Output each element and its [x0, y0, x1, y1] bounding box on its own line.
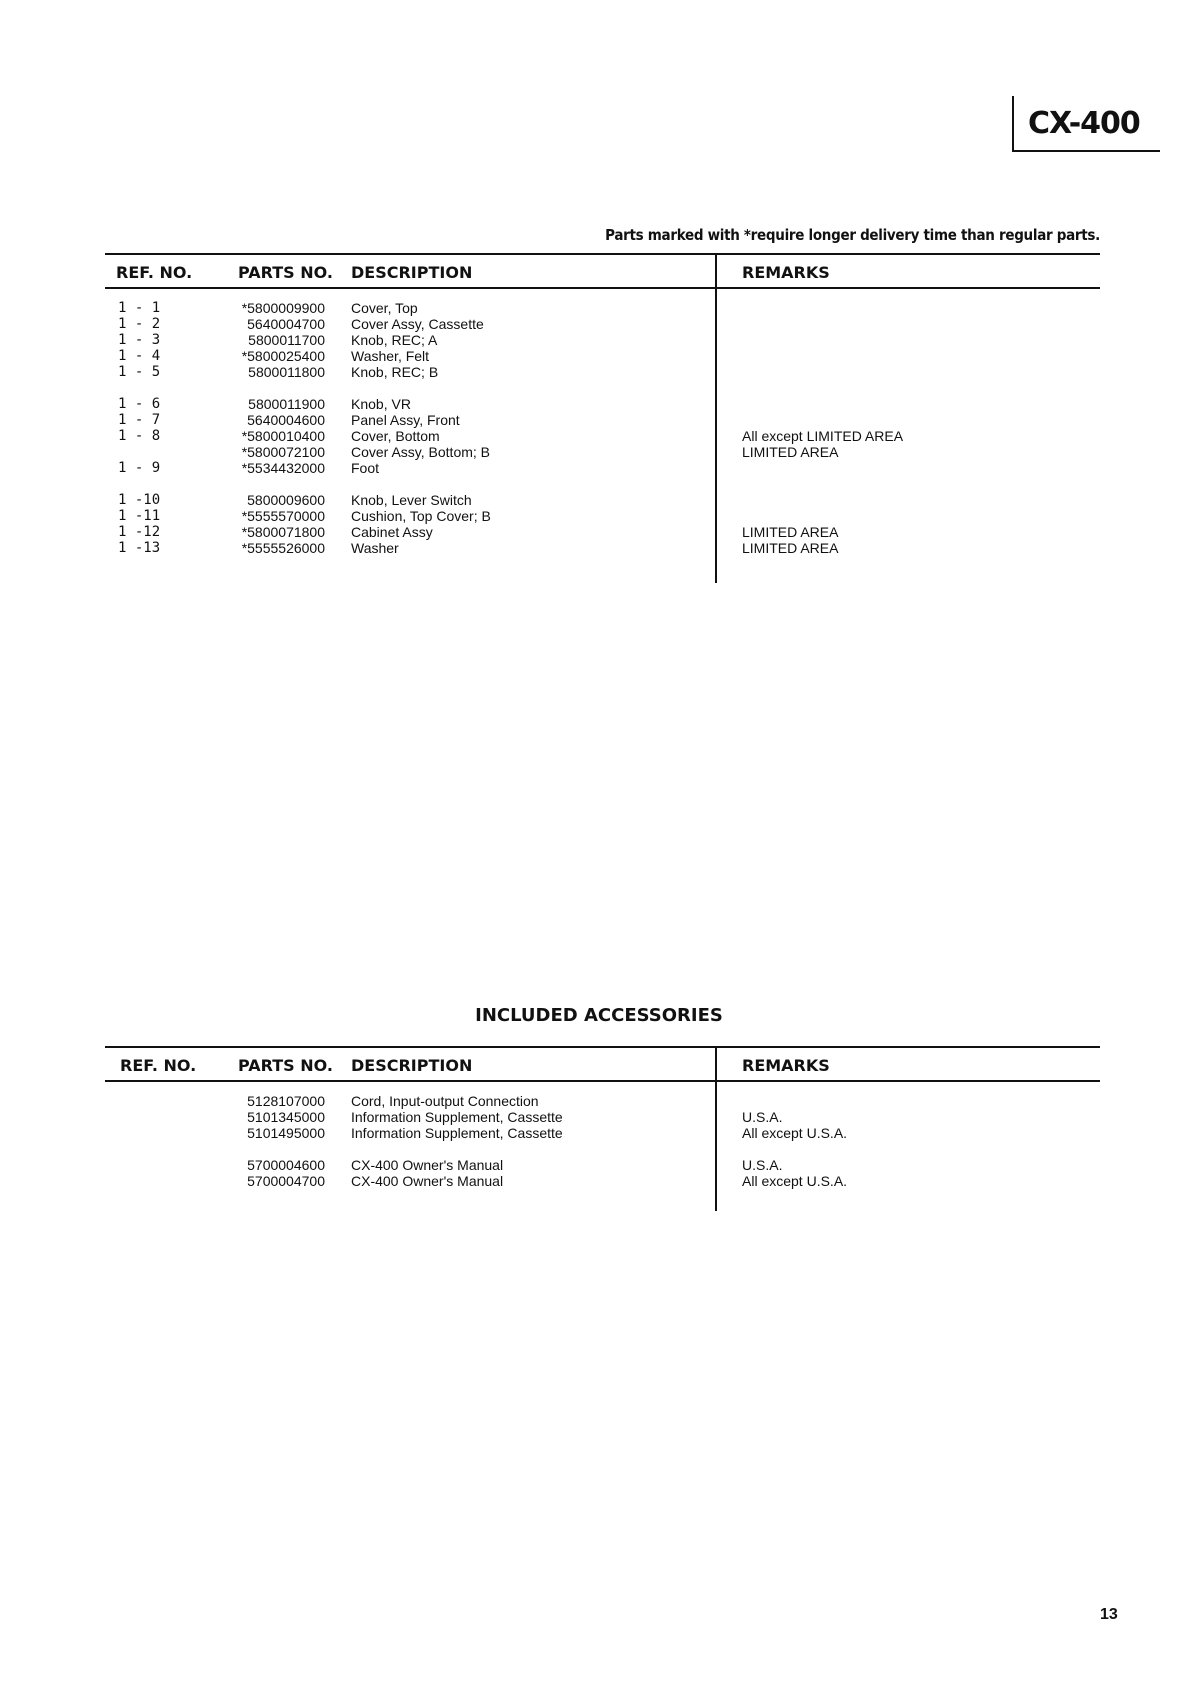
col-header-description: DESCRIPTION: [351, 263, 473, 282]
table-row: [105, 444, 1100, 460]
remarks-cell: LIMITED AREA: [742, 444, 839, 460]
accessories-table: [105, 1046, 1100, 1211]
table-row: [105, 508, 1100, 524]
part-number-cell: 5101345000: [247, 1109, 325, 1125]
remarks-cell: U.S.A.: [742, 1109, 783, 1125]
part-number-cell: 5101495000: [247, 1125, 325, 1141]
table-row: [105, 348, 1100, 364]
part-number-cell: 5800011700: [248, 332, 325, 348]
ref-cell: 1 - 7: [118, 412, 161, 428]
model-name: CX-400: [1028, 106, 1140, 141]
table-row: [105, 540, 1100, 556]
col-header-parts: PARTS NO.: [238, 263, 333, 282]
table-row: [105, 412, 1100, 428]
description-cell: Washer, Felt: [351, 348, 430, 364]
col-header-ref: REF. NO.: [120, 1056, 197, 1075]
part-number-cell: 5800009600: [247, 492, 325, 508]
col-header-description: DESCRIPTION: [351, 1056, 473, 1075]
part-number-cell: *5555570000: [241, 508, 325, 524]
part-number-cell: *5800009900: [241, 300, 325, 316]
accessories-title: INCLUDED ACCESSORIES: [475, 1005, 723, 1026]
table-row: [105, 460, 1100, 476]
table-row: [105, 428, 1100, 444]
description-cell: Knob, REC; A: [351, 332, 438, 348]
description-cell: Panel Assy, Front: [351, 412, 460, 428]
remarks-cell: LIMITED AREA: [742, 524, 839, 540]
part-number-cell: 5128107000: [247, 1093, 325, 1109]
description-cell: Cabinet Assy: [351, 524, 433, 540]
col-header-ref: REF. NO.: [116, 263, 193, 282]
ref-cell: 1 - 4: [118, 348, 161, 364]
part-number-cell: 5800011900: [248, 396, 325, 412]
table-top-rule: [105, 1046, 1100, 1048]
model-badge: [1012, 96, 1160, 152]
parts-table: [105, 253, 1100, 583]
table-row: [105, 1157, 1100, 1173]
ref-cell: 1 -13: [118, 540, 161, 556]
table-top-rule: [105, 253, 1100, 255]
ref-cell: 1 - 8: [118, 428, 161, 444]
description-cell: Foot: [351, 460, 380, 476]
table-header-rule: [105, 287, 1100, 289]
remarks-cell: All except U.S.A.: [742, 1125, 848, 1141]
ref-cell: 1 - 1: [118, 300, 161, 316]
table-row: [105, 1173, 1100, 1189]
description-cell: Knob, Lever Switch: [351, 492, 472, 508]
description-cell: Washer: [351, 540, 399, 556]
ref-cell: 1 -12: [118, 524, 161, 540]
description-cell: Cover Assy, Cassette: [351, 316, 484, 332]
table-header-rule: [105, 1080, 1100, 1082]
table-row: [105, 364, 1100, 380]
ref-cell: 1 -10: [118, 492, 161, 508]
description-cell: Cord, Input-output Connection: [351, 1093, 539, 1109]
part-number-cell: *5800025400: [241, 348, 325, 364]
delivery-note: Parts marked with *require longer delivery time than regular parts.: [605, 226, 1100, 244]
ref-cell: 1 -11: [118, 508, 161, 524]
table-row: [105, 492, 1100, 508]
table-row: [105, 1109, 1100, 1125]
part-number-cell: *5800072100: [241, 444, 325, 460]
part-number-cell: 5640004600: [247, 412, 325, 428]
description-cell: Cover Assy, Bottom; B: [351, 444, 491, 460]
ref-cell: 1 - 6: [118, 396, 161, 412]
page-number: 13: [1100, 1606, 1118, 1623]
ref-cell: 1 - 3: [118, 332, 161, 348]
description-cell: Information Supplement, Cassette: [351, 1109, 563, 1125]
remarks-cell: U.S.A.: [742, 1157, 783, 1173]
col-header-remarks: REMARKS: [742, 1056, 830, 1075]
description-cell: Information Supplement, Cassette: [351, 1125, 563, 1141]
table-row: [105, 524, 1100, 540]
table-row: [105, 1093, 1100, 1109]
table-row: [105, 300, 1100, 316]
ref-cell: 1 - 9: [118, 460, 161, 476]
part-number-cell: 5700004600: [247, 1157, 325, 1173]
col-header-remarks: REMARKS: [742, 263, 830, 282]
part-number-cell: *5555526000: [241, 540, 325, 556]
description-cell: Knob, VR: [351, 396, 411, 412]
description-cell: CX-400 Owner's Manual: [351, 1157, 504, 1173]
description-cell: CX-400 Owner's Manual: [351, 1173, 504, 1189]
part-number-cell: 5700004700: [247, 1173, 325, 1189]
part-number-cell: 5800011800: [248, 364, 325, 380]
table-row: [105, 1125, 1100, 1141]
part-number-cell: *5534432000: [241, 460, 325, 476]
part-number-cell: *5800071800: [241, 524, 325, 540]
table-row: [105, 396, 1100, 412]
remarks-cell: All except U.S.A.: [742, 1173, 848, 1189]
description-cell: Cushion, Top Cover; B: [351, 508, 491, 524]
description-cell: Cover, Top: [351, 300, 418, 316]
remarks-cell: LIMITED AREA: [742, 540, 839, 556]
part-number-cell: 5640004700: [247, 316, 325, 332]
remarks-cell: All except LIMITED AREA: [742, 428, 904, 444]
ref-cell: 1 - 5: [118, 364, 161, 380]
table-row: [105, 332, 1100, 348]
ref-cell: 1 - 2: [118, 316, 161, 332]
table-row: [105, 316, 1100, 332]
col-header-parts: PARTS NO.: [238, 1056, 333, 1075]
part-number-cell: *5800010400: [241, 428, 325, 444]
description-cell: Cover, Bottom: [351, 428, 440, 444]
description-cell: Knob, REC; B: [351, 364, 439, 380]
